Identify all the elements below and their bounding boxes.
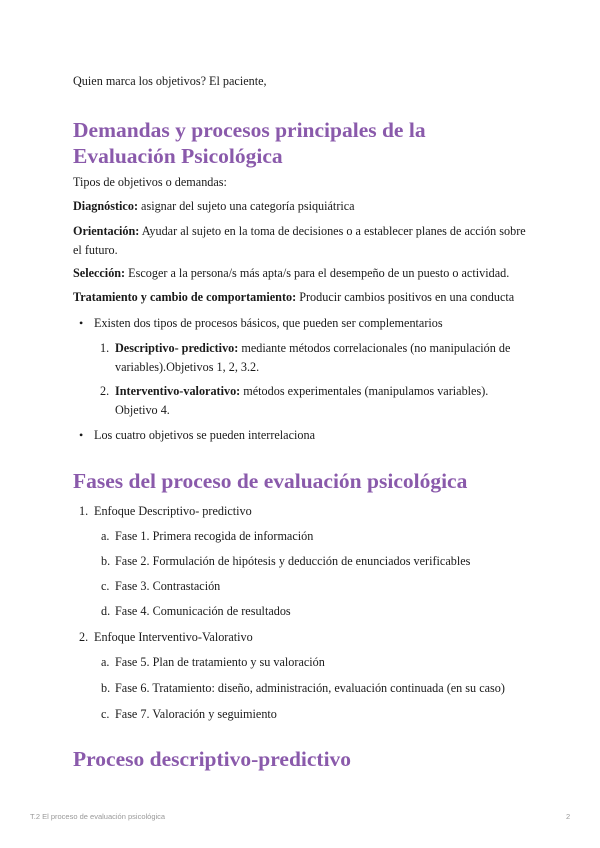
- bullet-marker: •: [79, 316, 84, 330]
- definition-term: Diagnóstico:: [73, 199, 138, 213]
- phase-marker: c.: [101, 579, 110, 593]
- definition-text: asignar del sujeto una categoría psiquiátrica: [138, 199, 355, 213]
- definition-orientacion: [73, 222, 528, 260]
- group-marker: 1.: [79, 504, 89, 518]
- group-label-interventivo: Enfoque Interventivo-Valorativo: [94, 630, 253, 644]
- section-heading-proceso: Proceso descriptivo-predictivo: [73, 747, 352, 771]
- sub-item-text: métodos experimentales (manipulamos variables). Objetivo 4.: [115, 384, 489, 417]
- definition-term: Orientación:: [73, 224, 140, 238]
- definition-diagnostico: [73, 197, 528, 216]
- objectives-lead: Tipos de objetivos o demandas:: [73, 175, 227, 189]
- phase-marker: b.: [101, 554, 111, 568]
- footer-page-number: 2: [566, 812, 571, 821]
- phase-item: Fase 4. Comunicación de resultados: [115, 604, 291, 618]
- bullet-interrelaciona: Los cuatro objetivos se pueden interrelaciona: [94, 428, 315, 442]
- phase-marker: d.: [101, 604, 111, 618]
- section-heading-fases: Fases del proceso de evaluación psicológica: [73, 469, 468, 493]
- phase-item: Fase 6. Tratamiento: diseño, administración, evaluación continuada (en su caso): [115, 681, 505, 695]
- definition-text: Producir cambios positivos en una conducta: [296, 290, 515, 304]
- phase-item: Fase 7. Valoración y seguimiento: [115, 707, 277, 721]
- group-label-descriptivo: Enfoque Descriptivo- predictivo: [94, 504, 252, 518]
- sub-item-term: Interventivo-valorativo:: [115, 384, 241, 398]
- definition-text: Ayudar al sujeto en la toma de decisiones o a establecer planes de acción sobre el futuro.: [73, 224, 526, 257]
- phase-item: Fase 5. Plan de tratamiento y su valoración: [115, 655, 325, 669]
- sub-item-marker: 1.: [100, 341, 110, 355]
- phase-marker: b.: [101, 681, 111, 695]
- definition-tratamiento: [73, 288, 528, 307]
- phase-item: Fase 3. Contrastación: [115, 579, 221, 593]
- definition-seleccion: [73, 264, 528, 283]
- definition-text: Escoger a la persona/s más apta/s para el desempeño de un puesto o actividad.: [125, 266, 510, 280]
- phase-item: Fase 2. Formulación de hipótesis y deducción de enunciados verificables: [115, 554, 471, 568]
- phase-item: Fase 1. Primera recogida de información: [115, 529, 314, 543]
- heading-line-1: Demandas y procesos principales de la: [73, 118, 426, 142]
- sub-item-descriptivo: [115, 339, 535, 377]
- phase-marker: a.: [101, 529, 110, 543]
- bullet-tipos-procesos: Existen dos tipos de procesos básicos, que pueden ser complementarios: [94, 316, 443, 330]
- bullet-marker: •: [79, 428, 84, 442]
- footer-title: T.2 El proceso de evaluación psicológica: [30, 812, 166, 821]
- definition-term: Selección:: [73, 266, 126, 280]
- definition-term: Tratamiento y cambio de comportamiento:: [73, 290, 297, 304]
- sub-item-term: Descriptivo- predictivo:: [115, 341, 239, 355]
- group-marker: 2.: [79, 630, 89, 644]
- section-heading-demandas: [73, 117, 543, 169]
- phase-marker: a.: [101, 655, 110, 669]
- sub-item-interventivo: [115, 382, 515, 420]
- sub-item-text: mediante métodos correlacionales (no manipulación de variables).Objetivos 1, 2, 3.2.: [115, 341, 511, 374]
- heading-line-2: Evaluación Psicológica: [73, 144, 283, 168]
- sub-item-marker: 2.: [100, 384, 110, 398]
- intro-paragraph: Quien marca los objetivos? El paciente,: [73, 74, 267, 88]
- phase-marker: c.: [101, 707, 110, 721]
